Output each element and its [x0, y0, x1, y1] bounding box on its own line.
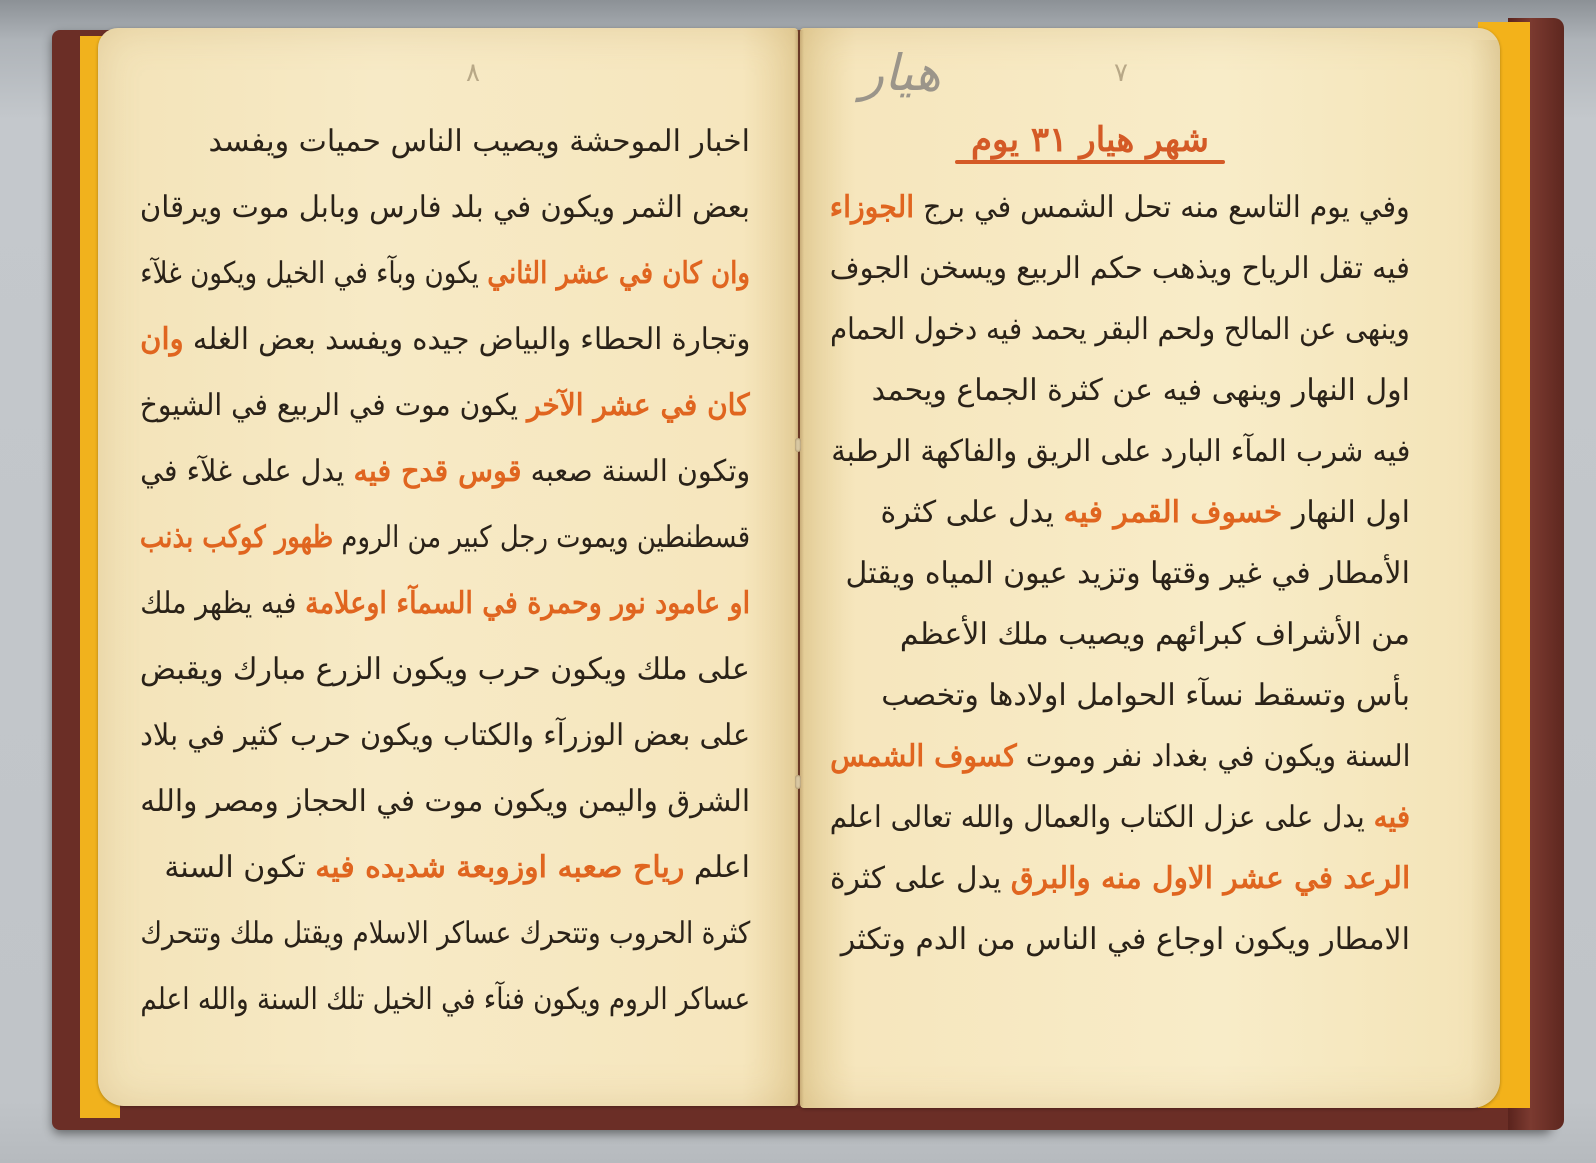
month-heading: شهر هيار ٣١ يوم: [970, 120, 1209, 160]
black-ink-phrase: عساكر الروم ويكون فنآء في الخيل تلك السنة والله اعلم: [140, 982, 750, 1017]
black-ink-phrase: تكون السنة: [164, 850, 316, 885]
black-ink-phrase: اخبار الموحشة ويصيب الناس حميات ويفسد: [208, 124, 750, 159]
black-ink-phrase: كثرة الحروب وتتحرك عساكر الاسلام ويقتل ملك وتتحرك: [140, 916, 750, 951]
text-line: [831, 432, 1410, 472]
black-ink-phrase: يدل على كثرة: [880, 495, 1064, 530]
black-ink-phrase: اول النهار: [1282, 495, 1410, 530]
black-ink-phrase: فيه يظهر ملك: [140, 586, 305, 621]
text-line: [881, 676, 1410, 716]
text-line: [140, 518, 750, 558]
binding-stitch: [795, 438, 801, 452]
black-ink-phrase: وتكون السنة صعبه: [521, 454, 750, 489]
text-line: [140, 452, 750, 492]
black-ink-phrase: السنة ويكون في بغداد نفر وموت: [1016, 739, 1410, 774]
black-ink-phrase: قسطنطين ويموت رجل كبير من الروم: [333, 520, 750, 555]
text-line: [140, 716, 750, 756]
red-ink-phrase: قوس قدح فيه: [353, 454, 522, 489]
heading-underline: [955, 160, 1225, 164]
black-ink-phrase: وتجارة الحطاء والبياض جيده ويفسد بعض الغله: [183, 322, 750, 357]
text-line: [140, 254, 750, 294]
text-line: [830, 798, 1410, 838]
red-ink-phrase: فيه: [1373, 800, 1410, 835]
black-ink-phrase: الأمطار في غير وقتها وتزيد عيون المياه ويقتل: [845, 556, 1410, 591]
red-ink-phrase: او عامود نور وحمرة في السمآء اوعلامة: [304, 586, 750, 621]
black-ink-phrase: يدل على كثرة: [829, 861, 1011, 896]
red-ink-phrase: خسوف القمر فيه: [1063, 495, 1283, 530]
red-ink-phrase: الرعد في عشر الاول منه والبرق: [1010, 861, 1410, 896]
black-ink-phrase: من الأشراف كبرائهم ويصيب ملك الأعظم: [899, 617, 1410, 652]
text-line: [140, 584, 750, 624]
black-ink-phrase: يكون موت في الربيع في الشيوخ: [140, 388, 528, 423]
text-line: [830, 249, 1410, 289]
text-line: [209, 122, 750, 162]
red-ink-phrase: كسوف الشمس: [829, 739, 1017, 774]
text-line: [164, 848, 750, 888]
text-line: [881, 493, 1410, 533]
black-ink-phrase: على بعض الوزرآء والكتاب ويكون حرب كثير في بلاد: [139, 718, 750, 753]
black-ink-phrase: اول النهار وينهى فيه عن كثرة الجماع ويحمد: [871, 373, 1410, 408]
red-ink-phrase: الجوزاء: [830, 190, 915, 225]
page-edge-shade: [1470, 40, 1500, 1100]
text-line: [846, 554, 1410, 594]
black-ink-phrase: وينهى عن المالح ولحم البقر يحمد فيه دخول الحمام: [830, 312, 1410, 347]
black-ink-phrase: يدل على عزل الكتاب والعمال والله تعالى اعلم: [829, 800, 1374, 835]
left-page-text: [140, 122, 750, 1042]
black-ink-phrase: على ملك ويكون حرب ويكون الزرع مبارك ويقبض: [140, 652, 750, 687]
right-page-number: ٧: [1114, 58, 1128, 88]
text-line: [140, 650, 750, 690]
text-line: [841, 920, 1410, 960]
text-line: [140, 980, 750, 1020]
text-line: [830, 859, 1410, 899]
text-line: [830, 737, 1410, 777]
red-ink-phrase: وان كان في عشر الثاني: [487, 256, 750, 291]
pencil-annotation: هيار: [860, 44, 941, 102]
black-ink-phrase: فيه تقل الرياح ويذهب حكم الربيع ويسخن الجوف: [829, 251, 1410, 286]
book-gutter: [794, 30, 804, 1106]
right-page-text: [830, 188, 1410, 988]
black-ink-phrase: اعلم: [684, 850, 750, 885]
text-line: [872, 371, 1410, 411]
black-ink-phrase: بعض الثمر ويكون في بلد فارس وبابل موت ويرقان: [139, 190, 750, 225]
text-line: [140, 386, 750, 426]
black-ink-phrase: يدل على غلآء في: [139, 454, 354, 489]
text-line: [900, 615, 1410, 655]
red-ink-phrase: رياح صعبه اوزوبعة شديده فيه: [315, 850, 685, 885]
text-line: [140, 320, 750, 360]
binding-stitch: [795, 775, 801, 789]
left-page-number: ٨: [466, 58, 480, 88]
black-ink-phrase: وفي يوم التاسع منه تحل الشمس في برج: [914, 190, 1410, 225]
text-line: [140, 188, 750, 228]
red-ink-phrase: ظهور كوكب بذنب: [139, 520, 334, 555]
red-ink-phrase: كان في عشر الآخر: [527, 388, 750, 423]
black-ink-phrase: يكون وبآء في الخيل ويكون غلآء: [140, 256, 488, 291]
text-line: [140, 782, 750, 822]
black-ink-phrase: الشرق واليمن ويكون موت في الحجاز ومصر والله: [140, 784, 750, 819]
text-line: [830, 188, 1410, 228]
black-ink-phrase: بأس وتسقط نسآء الحوامل اولادها وتخصب: [881, 678, 1410, 713]
text-line: [140, 914, 750, 954]
red-ink-phrase: وان: [139, 322, 184, 357]
black-ink-phrase: فيه شرب المآء البارد على الريق والفاكهة الرطبة: [830, 434, 1410, 469]
black-ink-phrase: الامطار ويكون اوجاع في الناس من الدم وتكثر: [840, 922, 1410, 957]
text-line: [830, 310, 1410, 350]
